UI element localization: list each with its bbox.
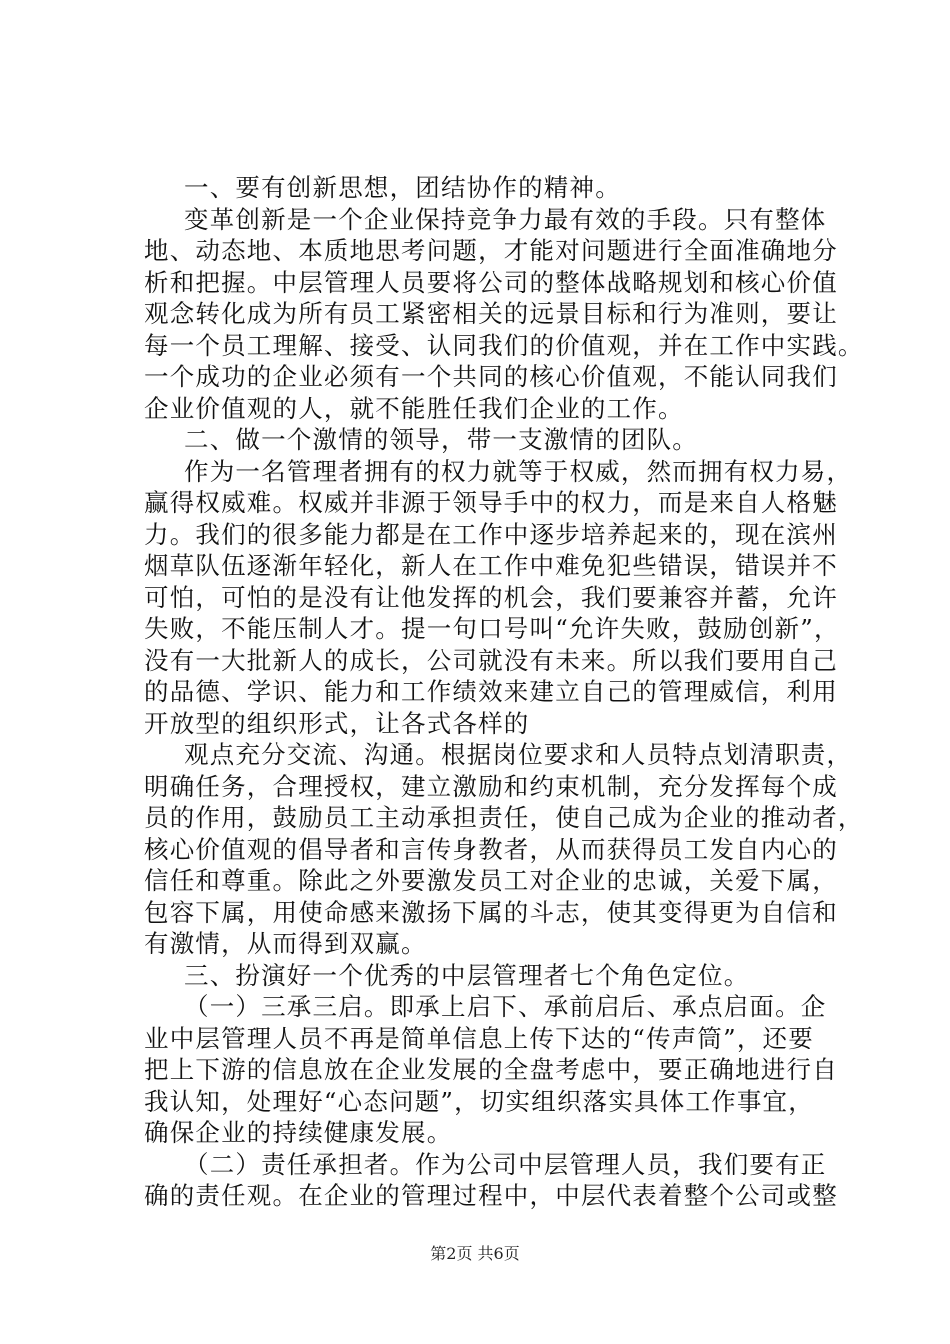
text-line: 三、扮演好一个优秀的中层管理者七个角色定位。 — [184, 960, 750, 990]
text-line: 有激情，从而得到双赢。 — [144, 929, 427, 958]
text-line: 核心价值观的倡导者和言传身教者，从而获得员工发自内心的 — [144, 834, 838, 864]
text-line: 作为一名管理者拥有的权力就等于权威，然而拥有权力易， — [184, 456, 853, 486]
text-line: 员的作用，鼓励员工主动承担责任，使自己成为企业的推动者， — [144, 803, 864, 832]
text-line: 可怕，可怕的是没有让他发挥的机会，我们要兼容并蓄，允许 — [144, 582, 838, 612]
text-line: 观念转化成为所有员工紧密相关的远景目标和行为准则，要让 — [144, 299, 838, 328]
text-line: 二、做一个激情的领导，带一支激情的团队。 — [184, 425, 698, 454]
text-line: 每一个员工理解、接受、认同我们的价值观，并在工作中实践。 — [144, 330, 864, 360]
text-line: 地、动态地、本质地思考问题，才能对问题进行全面准确地分 — [144, 236, 838, 265]
document-body — [144, 172, 864, 1212]
text-line: 失败，不能压制人才。提一句口号叫“允许失败，鼓励创新”， — [144, 614, 840, 643]
text-line: 包容下属，用使命感来激扬下属的斗志，使其变得更为自信和 — [144, 897, 838, 927]
text-line: 力。我们的很多能力都是在工作中逐步培养起来的，现在滨州 — [144, 519, 838, 549]
text-line: 析和把握。中层管理人员要将公司的整体战略规划和核心价值 — [144, 267, 838, 297]
text-line: 把上下游的信息放在企业发展的全盘考虑中，要正确地进行自 — [144, 1055, 838, 1084]
text-line: 明确任务，合理授权，建立激励和约束机制，充分发挥每个成 — [144, 771, 838, 801]
text-line: 开放型的组织形式，让各式各样的 — [144, 708, 530, 738]
text-line: 确保企业的持续健康发展。 — [144, 1118, 453, 1147]
text-line: 我认知，处理好“心态问题”，切实组织落实具体工作事宜， — [144, 1086, 814, 1116]
text-line: （二）责任承担者。作为公司中层管理人员，我们要有正 — [184, 1149, 827, 1179]
text-line: 的品德、学识、能力和工作绩效来建立自己的管理威信，利用 — [144, 677, 838, 706]
text-line: 一个成功的企业必须有一个共同的核心价值观，不能认同我们 — [144, 362, 838, 391]
text-line: 业中层管理人员不再是简单信息上传下达的“传声筒”，还要 — [144, 1023, 814, 1053]
text-line: 变革创新是一个企业保持竞争力最有效的手段。只有整体 — [184, 204, 827, 234]
text-line: 确的责任观。在企业的管理过程中，中层代表着整个公司或整 — [144, 1181, 838, 1210]
text-line: （一）三承三启。即承上启下、承前启后、承点启面。企 — [184, 992, 827, 1021]
text-line: 没有一大批新人的成长，公司就没有未来。所以我们要用自己 — [144, 645, 838, 675]
page-footer: 第2页 共6页 — [430, 1244, 520, 1263]
text-line: 烟草队伍逐渐年轻化，新人在工作中难免犯些错误，错误并不 — [144, 551, 838, 580]
text-line: 企业价值观的人，就不能胜任我们企业的工作。 — [144, 393, 684, 423]
text-line: 观点充分交流、沟通。根据岗位要求和人员特点划清职责， — [184, 740, 853, 769]
text-line: 赢得权威难。权威并非源于领导手中的权力，而是来自人格魅 — [144, 488, 838, 517]
text-line: 信任和尊重。除此之外要激发员工对企业的忠诚，关爱下属， — [144, 866, 838, 895]
text-line: 一、要有创新思想，团结协作的精神。 — [184, 173, 621, 202]
